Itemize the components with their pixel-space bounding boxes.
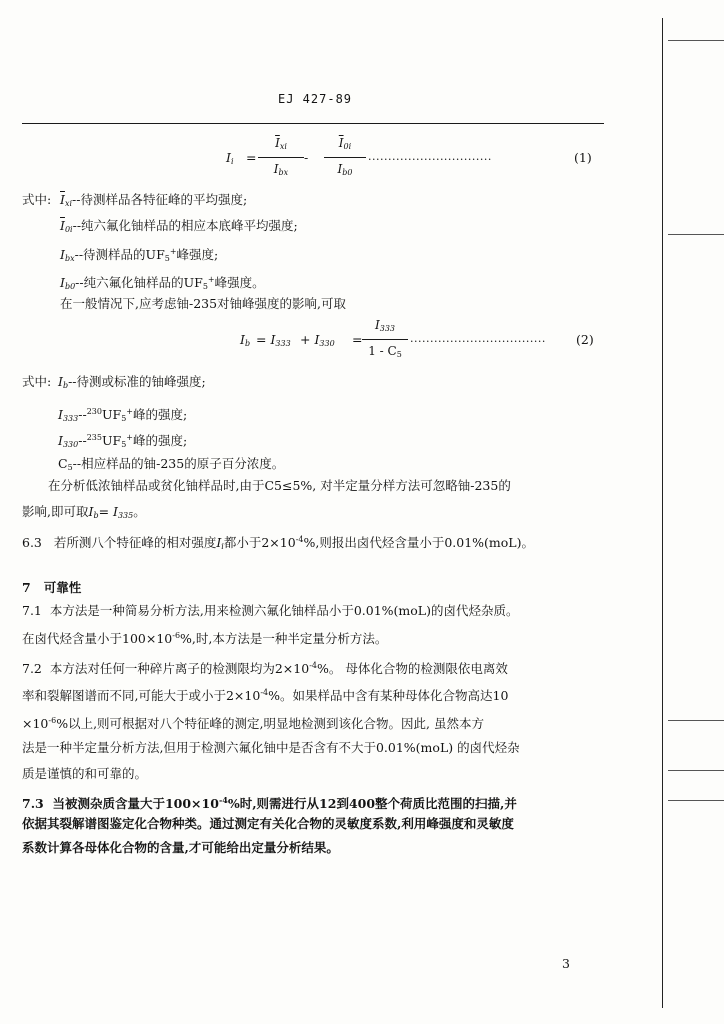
section-7-1-line1: 7.1 本方法是一种简易分析方法,用来检测六氟化铀样品小于0.01%(moL)的卤代烃杂质。 — [22, 603, 519, 618]
section-7-2-line1: 7.2 本方法对任何一种碎片离子的检测限均为$2\times 10^{-4}\%$。 母体化合物的检测限依电离效 — [22, 661, 508, 676]
eq2-number: (2) — [576, 332, 594, 347]
section-7-2-line3: $\times 10^{-6}\%$以上,则可根据对八个特征峰的测定,明显地检测到该化合物。因此, 虽然本方 — [22, 716, 484, 731]
section-6-3: 6.3 若所测八个特征峰的相对强度Ii都小于$2\times 10^{-4}\%$,则报出卤代烃含量小于0.01%(moL)。 — [22, 535, 534, 551]
where1-item-3: Ibx--待测样品的UF5+峰强度; — [60, 247, 219, 263]
eq2-lhs: Ib — [240, 332, 251, 348]
paragraph-general-case: 在一般情况下,应考虑铀-235对铀峰强度的影响,可取 — [60, 296, 347, 311]
where2-intro: 式中: — [22, 374, 52, 389]
page-number: 3 — [562, 956, 570, 971]
paragraph-low-enriched-line2: 影响,即可取Ib= I335。 — [22, 504, 146, 520]
section-7-2-line5: 质是谨慎的和可靠的。 — [22, 766, 148, 781]
right-margin-line — [662, 18, 663, 1008]
where1-item-4: Ib0--纯六氟化铀样品的UF5+峰强度。 — [60, 275, 265, 291]
eq1-equals: = — [246, 150, 257, 165]
eq2-fraction-bar — [362, 339, 408, 340]
margin-tick — [668, 40, 724, 41]
eq2-leader: .................................. — [410, 332, 546, 345]
eq1-lhs: Ii — [226, 150, 234, 166]
eq1-number: (1) — [574, 150, 592, 165]
eq1-leader: ............................... — [368, 150, 492, 163]
eq1-den1: Ibx — [273, 162, 289, 177]
header-rule — [22, 123, 604, 124]
section-7-2-line4: 法是一种半定量分析方法,但用于检测六氟化铀中是否含有不大于0.01%(moL) 的卤代烃杂 — [22, 740, 520, 755]
eq1-den2: Ib0 — [337, 162, 353, 177]
where2-item-4: C5--相应样品的铀-235的原子百分浓度。 — [58, 456, 285, 472]
margin-tick — [668, 800, 724, 801]
where1-item-1: $\overline{I}xi--$待测样品各特征峰的平均强度; — [60, 192, 248, 208]
section-7-3-line1: 7.3 当被测杂质含量大于$100\times 10^{-4}\%$时,则需进行从12到400整个荷质比范围的扫描,并 — [22, 795, 517, 811]
section-7-3-line3: 系数计算各母体化合物的含量,才可能给出定量分析结果。 — [22, 840, 339, 855]
eq2-den: 1 - C5 — [368, 344, 402, 359]
section-7-3-line2: 依据其裂解谱图鉴定化合物种类。通过测定有关化合物的灵敏度系数,利用峰强度和灵敏度 — [22, 816, 514, 831]
eq1-num1: $\overline{I}xi$ — [275, 136, 287, 151]
section-7-heading: 7 可靠性 — [22, 580, 82, 595]
paragraph-low-enriched-line1: 在分析低浓铀样品或贫化铀样品时,由于C5≤5%, 对半定量分样方法可忽略铀-235的 — [48, 478, 511, 493]
document-code: EJ 427-89 — [278, 92, 353, 106]
eq2-term-b: + I330 — [300, 332, 335, 348]
eq2-num: I333 — [374, 318, 396, 333]
section-7-2-line2: 率和裂解图谱而不同,可能大于或小于$2\times 10^{-4}\%$。如果样品中含有某种母体化合物高达10 — [22, 688, 509, 703]
eq1-minus: - — [304, 150, 309, 165]
where1-intro: 式中: — [22, 192, 52, 207]
section-7-1-line2: 在卤代烃含量小于$100\times 10^{-6}\%$,时,本方法是一种半定量分析方法。 — [22, 631, 388, 646]
eq2-term-a: = I333 — [256, 332, 291, 348]
where2-item-3: I330--$^{235}$UF5+峰的强度; — [58, 433, 188, 449]
where2-item-2: I333--$^{230}$UF5+峰的强度; — [58, 407, 188, 423]
eq1-fraction-bar-2 — [324, 157, 366, 158]
eq1-num2: $\overline{I}0i$ — [338, 136, 352, 151]
margin-tick — [668, 770, 724, 771]
margin-tick — [668, 234, 724, 235]
eq2-equals: = — [352, 332, 363, 347]
eq1-fraction-bar-1 — [258, 157, 304, 158]
margin-tick — [668, 720, 724, 721]
where2-item-1: Ib--待测或标准的铀峰强度; — [58, 374, 206, 390]
where1-item-2: $\overline{I}0i--$纯六氟化铀样品的相应本底峰平均强度; — [60, 218, 298, 234]
